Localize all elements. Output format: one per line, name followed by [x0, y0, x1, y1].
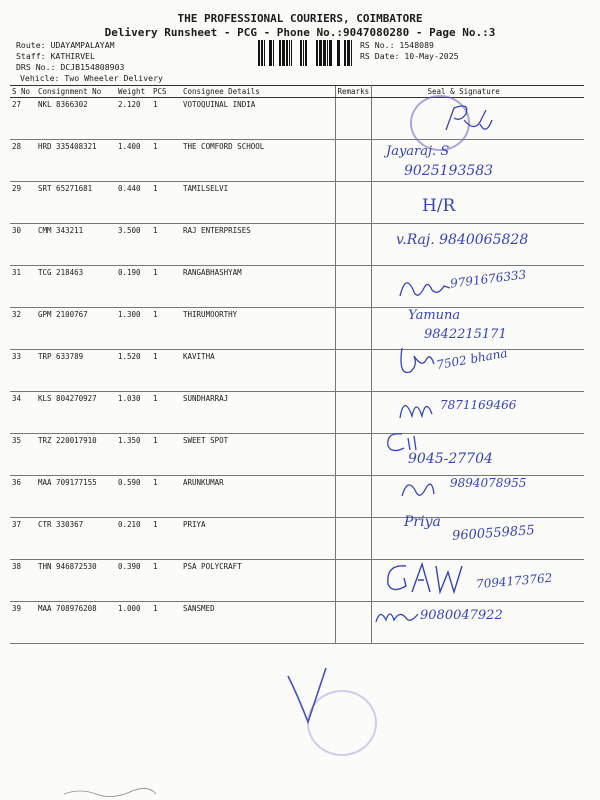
- sno-cell: 37: [10, 518, 36, 560]
- handwritten-name: Yamuna: [408, 308, 461, 323]
- weight-cell: 0.190: [116, 266, 151, 308]
- consignment-cell: TRP 633789: [36, 350, 116, 392]
- pcs-cell: 1: [151, 98, 181, 140]
- scribble-icon: [60, 786, 160, 798]
- barcode-icon: [258, 40, 352, 66]
- consignment-cell: TCG 218463: [36, 266, 116, 308]
- weight-cell: 1.300: [116, 308, 151, 350]
- sno-cell: 33: [10, 350, 36, 392]
- pcs-cell: 1: [151, 602, 181, 644]
- handwritten-phone: 7094173762: [475, 570, 553, 592]
- table-header-row: [10, 86, 584, 98]
- rs-date: RS Date: 10-May-2025: [360, 51, 459, 61]
- consignment-cell: GPM 2100767: [36, 308, 116, 350]
- consignee-cell: RAJ ENTERPRISES: [181, 224, 335, 266]
- remarks-cell: [335, 182, 371, 224]
- pcs-cell: 1: [151, 266, 181, 308]
- weight-cell: 1.030: [116, 392, 151, 434]
- remarks-cell: [335, 350, 371, 392]
- remarks-cell: [335, 434, 371, 476]
- remarks-cell: [335, 518, 371, 560]
- sno-cell: 31: [10, 266, 36, 308]
- weight-cell: 1.000: [116, 602, 151, 644]
- consignee-cell: TAMILSELVI: [181, 182, 335, 224]
- column-header: Consignee Details: [181, 86, 335, 98]
- signature-scribble-icon: [382, 558, 472, 598]
- weight-cell: 1.400: [116, 140, 151, 182]
- company-title: THE PROFESSIONAL COURIERS, COIMBATORE: [177, 12, 423, 25]
- consignment-cell: HRD 335408321: [36, 140, 116, 182]
- consignment-cell: SRT 65271681: [36, 182, 116, 224]
- consignee-cell: THE COMFORD SCHOOL: [181, 140, 335, 182]
- remarks-cell: [335, 308, 371, 350]
- remarks-cell: [335, 602, 371, 644]
- consignment-cell: MAA 709177155: [36, 476, 116, 518]
- pcs-cell: 1: [151, 140, 181, 182]
- consignment-cell: MAA 708976208: [36, 602, 116, 644]
- weight-cell: 2.120: [116, 98, 151, 140]
- consignee-cell: KAVITHA: [181, 350, 335, 392]
- sno-cell: 32: [10, 308, 36, 350]
- column-header: Consignment No: [36, 86, 116, 98]
- handwritten-signature: v.Raj. 9840065828: [396, 232, 529, 248]
- handwritten-note: H/R: [422, 196, 456, 216]
- sno-cell: 28: [10, 140, 36, 182]
- remarks-cell: [335, 224, 371, 266]
- sno-cell: 27: [10, 98, 36, 140]
- handwritten-note: 7502 bhana: [435, 345, 509, 373]
- weight-cell: 0.210: [116, 518, 151, 560]
- consignee-cell: ARUNKUMAR: [181, 476, 335, 518]
- sno-cell: 35: [10, 434, 36, 476]
- weight-cell: 0.390: [116, 560, 151, 602]
- pcs-cell: 1: [151, 518, 181, 560]
- remarks-cell: [335, 140, 371, 182]
- consignment-cell: THN 946872530: [36, 560, 116, 602]
- pcs-cell: 1: [151, 392, 181, 434]
- signature-scribble-icon: [396, 342, 440, 382]
- pcs-cell: 1: [151, 224, 181, 266]
- sno-cell: 30: [10, 224, 36, 266]
- route-label: Route: UDAYAMPALAYAM: [16, 40, 115, 50]
- sno-cell: 38: [10, 560, 36, 602]
- consignee-cell: PRIYA: [181, 518, 335, 560]
- table-row: [10, 434, 584, 476]
- consignment-cell: NKL 8366302: [36, 98, 116, 140]
- consignee-cell: RANGABHASHYAM: [181, 266, 335, 308]
- sno-cell: 39: [10, 602, 36, 644]
- check-mark-icon: [282, 662, 332, 732]
- table-row: [10, 140, 584, 182]
- runsheet-subtitle: Delivery Runsheet - PCG - Phone No.:9047080280 - Page No.:3: [104, 26, 496, 39]
- consignee-cell: SUNDHARRAJ: [181, 392, 335, 434]
- pcs-cell: 1: [151, 350, 181, 392]
- handwritten-phone: 9080047922: [420, 608, 503, 623]
- consignee-cell: THIRUMOORTHY: [181, 308, 335, 350]
- signature-scribble-icon: [372, 600, 422, 628]
- handwritten-phone: 9842215171: [424, 327, 507, 342]
- consignment-cell: KLS 804270927: [36, 392, 116, 434]
- signature-scribble-icon: [396, 390, 436, 424]
- remarks-cell: [335, 98, 371, 140]
- handwritten-phone: 9791676333: [449, 267, 527, 291]
- handwritten-phone: 9045-27704: [408, 451, 493, 467]
- weight-cell: 3.500: [116, 224, 151, 266]
- pcs-cell: 1: [151, 476, 181, 518]
- consignee-cell: SANSMED: [181, 602, 335, 644]
- remarks-cell: [335, 560, 371, 602]
- consignee-cell: VOTOQUINAL INDIA: [181, 98, 335, 140]
- column-header: S No: [10, 86, 36, 98]
- consignee-cell: SWEET SPOT: [181, 434, 335, 476]
- signature-scribble-icon: [396, 270, 454, 304]
- handwritten-name: Jayaraj. S: [386, 144, 450, 159]
- signature-scribble-icon: [398, 472, 438, 504]
- consignee-cell: PSA POLYCRAFT: [181, 560, 335, 602]
- pcs-cell: 1: [151, 182, 181, 224]
- consignment-cell: CTR 330367: [36, 518, 116, 560]
- sno-cell: 34: [10, 392, 36, 434]
- handwritten-phone: 9600559855: [451, 523, 536, 544]
- weight-cell: 1.350: [116, 434, 151, 476]
- signature-scribble-icon: [440, 100, 500, 140]
- handwritten-name: Priya: [404, 514, 441, 530]
- sno-cell: 36: [10, 476, 36, 518]
- pcs-cell: 1: [151, 434, 181, 476]
- sno-cell: 29: [10, 182, 36, 224]
- staff-label: Staff: KATHIRVEL: [16, 51, 95, 61]
- pcs-cell: 1: [151, 560, 181, 602]
- column-header: Weight: [116, 86, 151, 98]
- consignment-cell: CMM 343211: [36, 224, 116, 266]
- remarks-cell: [335, 476, 371, 518]
- handwritten-phone: 7871169466: [440, 398, 517, 412]
- runsheet-table: [10, 85, 584, 644]
- weight-cell: 1.520: [116, 350, 151, 392]
- column-header: PCS: [151, 86, 181, 98]
- pcs-cell: 1: [151, 308, 181, 350]
- weight-cell: 0.590: [116, 476, 151, 518]
- column-header: Seal & Signature: [371, 86, 584, 98]
- table-row: [10, 182, 584, 224]
- handwritten-phone: 9894078955: [450, 476, 527, 490]
- remarks-cell: [335, 266, 371, 308]
- drs-label: DRS No.: DCJB154808903: [16, 62, 125, 72]
- signature-cell: [371, 182, 584, 224]
- rs-number: RS No.: 1548089: [360, 40, 434, 50]
- consignment-cell: TRZ 220017910: [36, 434, 116, 476]
- vehicle-label: Vehicle: Two Wheeler Delivery: [20, 73, 163, 83]
- handwritten-phone: 9025193583: [404, 163, 494, 179]
- column-header: Remarks: [335, 86, 371, 98]
- weight-cell: 0.440: [116, 182, 151, 224]
- remarks-cell: [335, 392, 371, 434]
